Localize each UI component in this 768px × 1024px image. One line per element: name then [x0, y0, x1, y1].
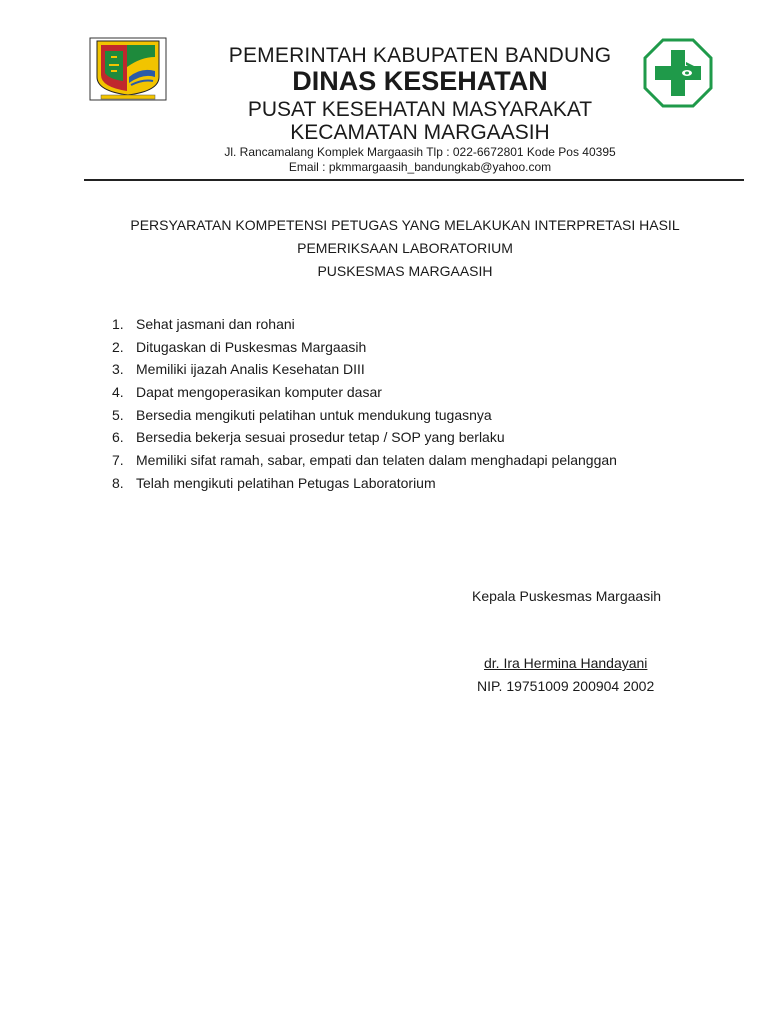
list-item-text: Bersedia mengikuti pelatihan untuk mendukung tugasnya [136, 406, 492, 423]
list-item-text: Memiliki ijazah Analis Kesehatan DIII [136, 361, 365, 378]
signature-name: dr. Ira Hermina Handayani [484, 655, 648, 671]
list-item [112, 338, 732, 361]
list-item-text: Memiliki sifat ramah, sabar, empati dan telaten dalam menghadapi pelanggan [136, 452, 617, 469]
list-item [112, 428, 732, 451]
list-item-text: Sehat jasmani dan rohani [136, 316, 295, 332]
list-item [112, 474, 732, 497]
document-title-line-3: PUSKESMAS MARGAASIH [317, 263, 493, 279]
letterhead-address: Jl. Rancamalang Komplek Margaasih Tlp : 022-6672801 Kode Pos 40395 [224, 145, 616, 159]
list-item-number: 7. [112, 452, 124, 469]
document-title-line-2: PEMERIKSAAN LABORATORIUM [297, 240, 513, 256]
signature-nip: NIP. 19751009 200904 2002 [477, 678, 655, 694]
list-item-number: 2. [112, 338, 124, 355]
list-item-text: Dapat mengoperasikan komputer dasar [136, 384, 382, 401]
list-item [112, 383, 732, 406]
letterhead-district: KECAMATAN MARGAASIH [290, 121, 550, 144]
list-item-number: 1. [112, 316, 124, 332]
list-item-number: 8. [112, 474, 124, 491]
signature-title: Kepala Puskesmas Margaasih [472, 588, 662, 604]
list-item-number: 5. [112, 406, 124, 423]
letterhead-government: PEMERINTAH KABUPATEN BANDUNG [228, 44, 612, 67]
requirements-list [112, 315, 732, 497]
list-item-number: 4. [112, 384, 124, 401]
document-title-line-1: PERSYARATAN KOMPETENSI PETUGAS YANG MELAKUKAN INTERPRETASI HASIL [130, 217, 680, 233]
list-item-text: Ditugaskan di Puskesmas Margaasih [136, 338, 367, 355]
list-item [112, 360, 732, 383]
list-item-text: Telah mengikuti pelatihan Petugas Laboratorium [136, 474, 436, 491]
list-item-number: 3. [112, 361, 124, 378]
list-item [112, 451, 732, 474]
list-item-text: Bersedia bekerja sesuai prosedur tetap / SOP yang berlaku [136, 429, 505, 446]
letterhead-divider [84, 179, 744, 181]
list-item [112, 406, 732, 429]
list-item [112, 315, 732, 338]
letterhead-department: DINAS KESEHATAN [292, 66, 548, 96]
list-item-number: 6. [112, 429, 124, 446]
letterhead-institution: PUSAT KESEHATAN MASYARAKAT [247, 98, 593, 121]
letterhead-email: Email : pkmmargaasih_bandungkab@yahoo.com [288, 160, 552, 174]
